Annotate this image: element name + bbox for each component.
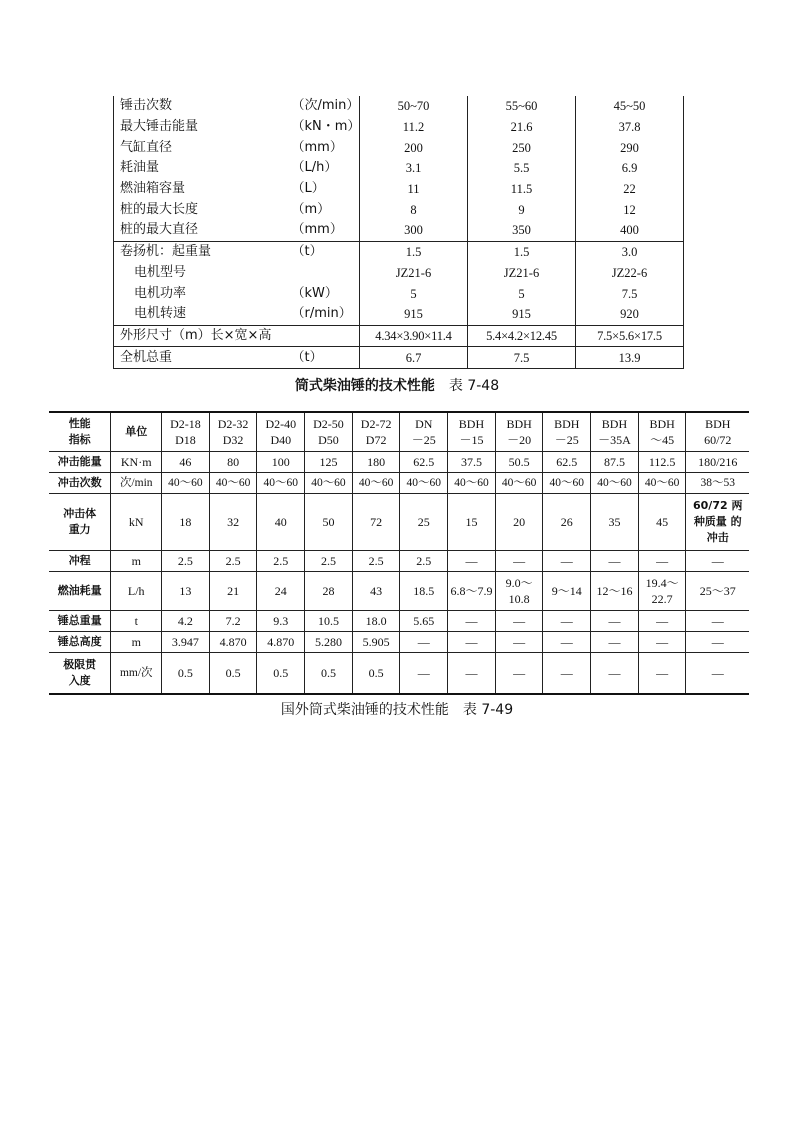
table-caption [0,699,794,719]
cell-value: 25～37 [686,572,749,611]
model-header: D2-50 D50 [305,412,353,452]
cell-value: 50~70 [360,96,468,117]
cell-value: 125 [305,452,353,473]
cell-value: 2.5 [305,551,353,572]
cell-value: 3.0 [576,241,684,262]
cell-value: 4.870 [257,632,305,653]
cell-value: 5.65 [400,611,448,632]
cell-value: — [448,551,496,572]
cell-value: 40～60 [448,473,496,494]
table-row [114,283,684,304]
row-unit [292,263,360,284]
cell-value: 6.9 [576,158,684,179]
row-label: 最大锤击能量 [120,119,199,135]
cell-value: — [591,632,639,653]
cell-value: — [400,632,448,653]
cell-value: 7.5 [576,283,684,304]
cell-value: 11.2 [360,117,468,138]
table-row [114,325,684,347]
row-label: 电机转速 [134,306,187,322]
cell-value: 40～60 [352,473,400,494]
cell-value: 45 [638,494,686,551]
caption-number: 表 7-49 [462,702,514,718]
cell-value: 22 [576,179,684,200]
row-label: 极限贯 入度 [49,653,111,695]
cell-value: 35 [591,494,639,551]
row-unit: t [111,611,162,632]
table-row [114,179,684,200]
cell-value: — [638,653,686,695]
cell-value: 62.5 [543,452,591,473]
foreign-hammer-specs-table [49,411,749,695]
cell-value: — [638,632,686,653]
row-unit: （kN・m） [291,119,361,135]
cell-value: 50 [305,494,353,551]
caption-title: 国外筒式柴油锤的技术性能 [280,702,449,718]
cell-value: 80 [209,452,257,473]
table-row [114,199,684,220]
cell-value: 20 [495,494,543,551]
model-header: BDH －15 [448,412,496,452]
cell-value: — [543,653,591,695]
row-label: 桩的最大长度 [120,201,199,217]
cell-value: 46 [162,452,210,473]
cell-value: 0.5 [305,653,353,695]
row-label: 耗油量 [120,160,160,176]
cell-value: 40～60 [638,473,686,494]
cell-value: 290 [576,137,684,158]
cell-value: 0.5 [352,653,400,695]
table-row [114,241,684,262]
row-label: 冲击次数 [49,473,111,494]
table-row [49,572,749,611]
model-header: D2-18 D18 [162,412,210,452]
table-row [49,494,749,551]
header-unit: 单位 [111,412,162,452]
cell-value: 62.5 [400,452,448,473]
model-header: BDH ～45 [638,412,686,452]
row-label: 电机型号 [134,264,187,280]
row-label: 锤击次数 [120,98,173,114]
cell-value: 18.5 [400,572,448,611]
cell-value: 400 [576,220,684,241]
table-row [49,632,749,653]
cell-value: 6.7 [360,347,468,369]
cell-value: 38～53 [686,473,749,494]
cell-value: — [638,551,686,572]
cell-value: — [686,551,749,572]
cell-value: — [591,653,639,695]
cell-value: 26 [543,494,591,551]
cell-value: 5.280 [305,632,353,653]
cell-value: 9.3 [257,611,305,632]
cell-value: — [686,653,749,695]
cell-value: 50.5 [495,452,543,473]
cell-value: 5.905 [352,632,400,653]
cell-value: — [495,653,543,695]
cell-value: 60/72 两种质量 的冲击 [686,494,749,551]
cell-value: 40～60 [400,473,448,494]
table-caption [0,375,794,395]
cell-value: 0.5 [209,653,257,695]
cell-value: 21.6 [468,117,576,138]
cell-value: 11 [360,179,468,200]
cell-value: 2.5 [209,551,257,572]
cell-value: 9.0～10.8 [495,572,543,611]
cell-value: 1.5 [360,241,468,262]
header-row [49,412,749,452]
cell-value: 18 [162,494,210,551]
cell-value: 25 [400,494,448,551]
cell-value: 45~50 [576,96,684,117]
cell-value: 24 [257,572,305,611]
cell-value: — [686,611,749,632]
cell-value: 5.4×4.2×12.45 [468,325,576,347]
cell-value: 11.5 [468,179,576,200]
cell-value: 87.5 [591,452,639,473]
cell-value: 18.0 [352,611,400,632]
model-header: D2-72 D72 [352,412,400,452]
cell-value: 19.4～22.7 [638,572,686,611]
cell-value: — [686,632,749,653]
cell-value: JZ22-6 [576,263,684,284]
row-unit: L/h [111,572,162,611]
cell-value: — [448,653,496,695]
cell-value: 200 [360,137,468,158]
row-label: 冲击能量 [49,452,111,473]
cell-value: — [543,611,591,632]
cell-value: 0.5 [257,653,305,695]
table-row [114,96,684,117]
table-row [114,158,684,179]
cell-value: 15 [448,494,496,551]
cell-value: 72 [352,494,400,551]
row-unit: 次/min [111,473,162,494]
row-unit: （L/h） [291,160,338,176]
cell-value: 915 [468,304,576,325]
cell-value: 4.34×3.90×11.4 [360,325,468,347]
model-header: DN －25 [400,412,448,452]
cell-value: 6.8～7.9 [448,572,496,611]
cell-value: 2.5 [400,551,448,572]
cell-value: 40～60 [209,473,257,494]
cell-value: — [638,611,686,632]
cell-value: 112.5 [638,452,686,473]
cell-value: 4.870 [209,632,257,653]
cell-value: 9 [468,199,576,220]
row-unit: （r/min） [291,306,352,322]
row-unit: （t） [292,241,360,262]
cell-value: 40 [257,494,305,551]
cell-value: 0.5 [162,653,210,695]
cell-value: 13.9 [576,347,684,369]
cell-value: 28 [305,572,353,611]
row-label: 冲击体 重力 [49,494,111,551]
cell-value: 180 [352,452,400,473]
row-unit: mm/次 [111,653,162,695]
cell-value: 12 [576,199,684,220]
cell-value: 7.2 [209,611,257,632]
row-label: 全机总重 [114,347,292,369]
cell-value: 21 [209,572,257,611]
cell-value: — [543,551,591,572]
cell-value: — [591,551,639,572]
row-unit: m [111,632,162,653]
cell-value: 5 [360,283,468,304]
row-label: 气缸直径 [120,139,173,155]
cell-value: 350 [468,220,576,241]
cell-value: 37.5 [448,452,496,473]
cell-value: 10.5 [305,611,353,632]
cell-value: 915 [360,304,468,325]
cell-value: 37.8 [576,117,684,138]
caption-number: 表 7-48 [448,378,500,394]
row-label: 桩的最大直径 [120,222,199,238]
row-unit: KN·m [111,452,162,473]
row-label: 电机功率 [134,285,187,301]
row-unit: m [111,551,162,572]
row-unit: （L） [291,181,325,197]
row-unit: kN [111,494,162,551]
row-label: 卷扬机：起重量 [114,241,292,262]
cell-value: 3.1 [360,158,468,179]
table-row [49,473,749,494]
cell-value: 2.5 [257,551,305,572]
cell-value: 300 [360,220,468,241]
cell-value: 40～60 [495,473,543,494]
cell-value: 40～60 [543,473,591,494]
cell-value: 4.2 [162,611,210,632]
table-row [114,263,684,284]
row-label: 燃油耗量 [49,572,111,611]
cell-value: — [495,611,543,632]
cell-value: 40～60 [591,473,639,494]
cell-value: 40～60 [305,473,353,494]
cell-value: 7.5 [468,347,576,369]
row-label: 冲程 [49,551,111,572]
model-header: BDH 60/72 [686,412,749,452]
cell-value: 32 [209,494,257,551]
model-header: BDH －35A [591,412,639,452]
cell-value: 180/216 [686,452,749,473]
cell-value: 55~60 [468,96,576,117]
row-label: 锤总高度 [49,632,111,653]
cell-value: 250 [468,137,576,158]
header-label: 性能 指标 [49,412,111,452]
table-row [114,117,684,138]
cell-value: — [591,611,639,632]
cell-value: 12～16 [591,572,639,611]
table-row [114,137,684,158]
cell-value: — [448,611,496,632]
table-row [49,611,749,632]
cell-value: 7.5×5.6×17.5 [576,325,684,347]
table-row [114,220,684,241]
model-header: BDH －20 [495,412,543,452]
cell-value: 2.5 [162,551,210,572]
cell-value: JZ21-6 [360,263,468,284]
row-unit: （kW） [291,285,338,301]
model-header: BDH －25 [543,412,591,452]
cell-value: — [495,551,543,572]
cell-value: 8 [360,199,468,220]
cell-value: 5.5 [468,158,576,179]
cell-value: — [495,632,543,653]
hammer-specs-table [113,96,684,369]
cell-value: 13 [162,572,210,611]
model-header: D2-40 D40 [257,412,305,452]
row-unit: （m） [291,201,331,217]
table-row [49,551,749,572]
table-row [49,452,749,473]
cell-value: 3.947 [162,632,210,653]
table-row [114,304,684,325]
cell-value: — [448,632,496,653]
cell-value: 2.5 [352,551,400,572]
cell-value: 9～14 [543,572,591,611]
cell-value: — [400,653,448,695]
table-row [49,653,749,695]
row-label: 外形尺寸（m）长×宽×高 [114,325,360,347]
cell-value: — [543,632,591,653]
cell-value: 43 [352,572,400,611]
cell-value: 100 [257,452,305,473]
row-unit: （次/min） [291,98,360,114]
model-header: D2-32 D32 [209,412,257,452]
cell-value: 40～60 [257,473,305,494]
row-unit: （mm） [291,222,343,238]
row-unit: （t） [292,347,360,369]
row-label: 锤总重量 [49,611,111,632]
cell-value: 920 [576,304,684,325]
cell-value: 1.5 [468,241,576,262]
row-label: 燃油箱容量 [120,181,186,197]
cell-value: 40～60 [162,473,210,494]
table-row [114,347,684,369]
cell-value: JZ21-6 [468,263,576,284]
caption-title: 筒式柴油锤的技术性能 [294,378,435,394]
row-unit: （mm） [291,139,343,155]
cell-value: 5 [468,283,576,304]
